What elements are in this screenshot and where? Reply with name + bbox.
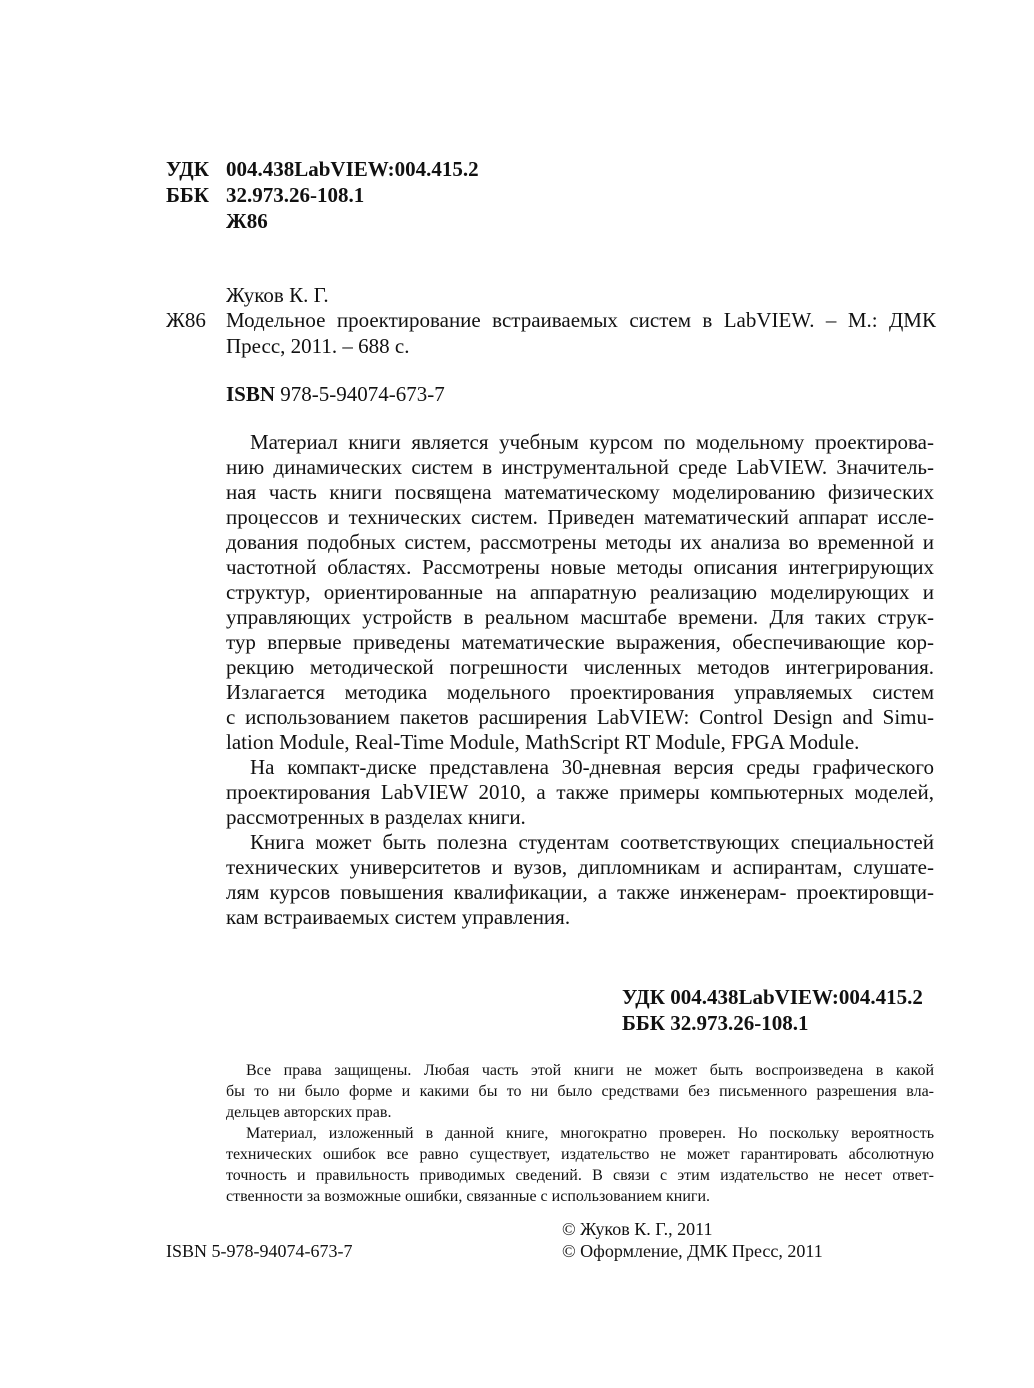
udk-value: 004.438LabVIEW:004.415.2 xyxy=(226,157,479,181)
abstract-line: тур впервые приведены математические выражения, обеспечивающие кор- xyxy=(226,630,934,654)
abstract-line: На компакт-диске представлена 30-дневная версия среды графического xyxy=(250,755,934,779)
abstract-line: ная часть книги посвящена математическому моделированию физических xyxy=(226,480,934,504)
udk-row xyxy=(166,156,479,182)
rights-line: Все права защищены. Любая часть этой книги не может быть воспроизведена в какой xyxy=(246,1062,934,1079)
title-line-2: Пресс, 2011. – 688 с. xyxy=(226,334,410,358)
abstract-line: с использованием пакетов расширения LabVIEW: Control Design and Simu- xyxy=(226,705,934,729)
abstract-line: Материал книги является учебным курсом по модельному проектирова- xyxy=(250,430,934,454)
abstract-paragraph-2 xyxy=(226,755,934,830)
abstract-line: технических университетов и вузов, дипломникам и аспирантам, слушате- xyxy=(226,855,934,879)
bbk-bottom: ББК 32.973.26-108.1 xyxy=(622,1011,809,1035)
bbk-row xyxy=(166,182,479,208)
abstract-line: кам встраиваемых систем управления. xyxy=(226,905,571,929)
author-name: Жуков К. Г. xyxy=(226,283,329,307)
rights-line: бы то ни было форме и какими бы то ни было средствами без письменного разрешения вла- xyxy=(226,1083,934,1100)
abstract-line: дования подобных систем, рассмотрены методы их анализа во временной и xyxy=(226,530,934,554)
bbk-label: ББК xyxy=(166,183,209,207)
abstract-line: Излагается методика модельного проектирования управляемых систем xyxy=(226,680,934,704)
rights-line: дельцев авторских прав. xyxy=(226,1104,392,1121)
rights-line: ственности за возможные ошибки, связанные с использованием книги. xyxy=(226,1188,710,1205)
rights-line: точность и правильность приводимых сведений. В связи с этим издательство не несет ответ- xyxy=(226,1167,934,1184)
abstract-line: структур, ориентированные на аппаратную реализацию моделирующих и xyxy=(226,580,934,604)
title-text xyxy=(226,307,936,359)
copyright-author: © Жуков К. Г., 2011 xyxy=(562,1219,713,1239)
footer-isbn: ISBN 5-978-94074-673-7 xyxy=(166,1241,353,1261)
isbn-value: 978-5-94074-673-7 xyxy=(280,382,445,406)
isbn-line xyxy=(226,381,445,407)
copyright-block xyxy=(562,1218,823,1262)
abstract-line: нию динамических систем в инструментальной среде LabVIEW. Значитель- xyxy=(226,455,934,479)
classification-bottom xyxy=(622,984,934,1036)
title-code: Ж86 xyxy=(166,308,206,332)
abstract-line: процессов и технических систем. Приведен математический аппарат иссле- xyxy=(226,505,934,529)
abstract-line: рассмотренных в разделах книги. xyxy=(226,805,526,829)
abstract-paragraph-1 xyxy=(226,430,934,755)
abstract-line: проектирования LabVIEW 2010, а также примеры компьютерных моделей, xyxy=(226,780,934,804)
isbn-label: ISBN xyxy=(226,382,276,406)
rights-paragraph-1 xyxy=(226,1060,934,1123)
copyright-design: © Оформление, ДМК Пресс, 2011 xyxy=(562,1241,823,1261)
abstract-paragraph-3 xyxy=(226,830,934,930)
rights-line: Материал, изложенный в данной книге, многократно проверен. Но поскольку вероятность xyxy=(246,1125,934,1142)
abstract-line: рекцию методической погрешности численных методов интегрирования. xyxy=(226,655,934,679)
rights-line: технических ошибок все равно существует, издательство не может гарантировать абсолютную xyxy=(226,1146,934,1163)
abstract-line: лям курсов повышения квалификации, а также инженерам- проектировщи- xyxy=(226,880,934,904)
udk-bottom: УДК 004.438LabVIEW:004.415.2 xyxy=(622,985,923,1009)
title-line-1: Модельное проектирование встраиваемых систем в LabVIEW. – М.: ДМК xyxy=(226,308,936,332)
title-block xyxy=(166,307,936,359)
abstract-line: Книга может быть полезна студентам соответствующих специальностей xyxy=(250,830,934,854)
abstract-line: управляющих устройств в реальном масштабе времени. Для таких струк- xyxy=(226,605,934,629)
author-mark-row xyxy=(166,208,479,234)
rights-paragraph-2 xyxy=(226,1123,934,1207)
rights-notice xyxy=(226,1060,934,1207)
author-mark: Ж86 xyxy=(226,209,268,233)
abstract-line: lation Module, Real-Time Module, MathScript RT Module, FPGA Module. xyxy=(226,730,860,754)
abstract-line: частотной областях. Рассмотрены новые методы описания интегрирующих xyxy=(226,555,934,579)
abstract xyxy=(226,430,934,930)
bbk-value: 32.973.26-108.1 xyxy=(226,183,365,207)
udk-label: УДК xyxy=(166,157,209,181)
classification-top xyxy=(166,156,479,234)
